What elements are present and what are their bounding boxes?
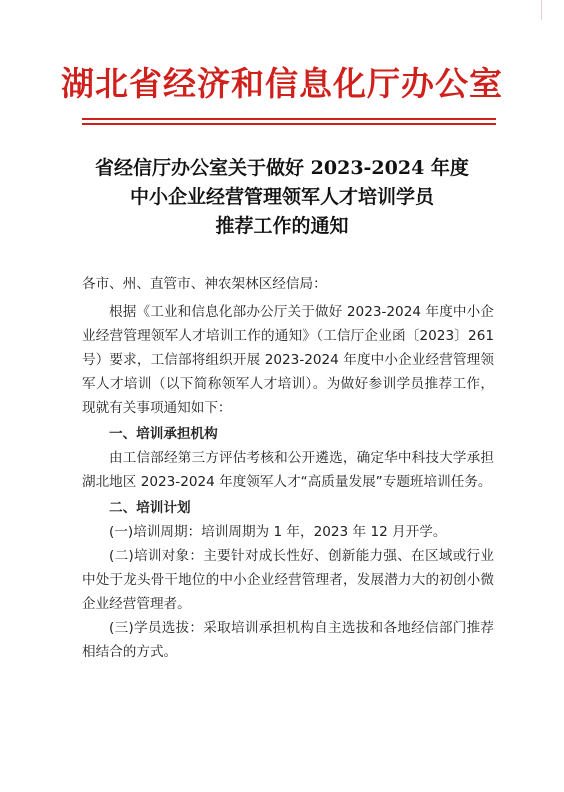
salutation: 各市、州、直管市、神农架林区经信局： xyxy=(82,276,327,292)
title-line-1: 省经信厅办公室关于做好 2023-2024 年度 xyxy=(95,157,469,179)
page-edge-mark xyxy=(541,0,560,20)
section-2-item-3: (三)学员选拔：采取培训承担机构自主选拔和各地经信部门推荐相结合的方式。 xyxy=(82,620,494,660)
section-1-heading: 一、培训承担机构 xyxy=(109,426,218,442)
letterhead-rule-bottom xyxy=(82,123,496,125)
title-line-3: 推荐工作的通知 xyxy=(215,215,349,237)
document-title xyxy=(0,154,564,241)
intro-paragraph: 根据《工业和信息化部办公厅关于做好 2023-2024 年度中小企业经营管理领军人才培训工作的通知》（工信厅企业函〔2023〕261 号）要求，工信部将组织开展 2023-2024 年度中小企业经营管理领军人才培训（以下简称领军人才培训）。为做好参训学员推荐工作，现就有关事项通知如下： xyxy=(82,304,494,416)
letterhead: 湖北省经济和信息化厅办公室 xyxy=(61,64,503,103)
document-body xyxy=(82,272,494,664)
letterhead-rule-top xyxy=(82,118,496,120)
section-2-item-2: (二)培训对象：主要针对成长性好、创新能力强、在区域或行业中处于龙头骨干地位的中小企业经营管理者，发展潜力大的初创小微企业经营管理者。 xyxy=(82,548,494,612)
title-line-2: 中小企业经营管理领军人才培训学员 xyxy=(129,186,434,208)
section-1-text: 由工信部经第三方评估考核和公开遴选，确定华中科技大学承担湖北地区 2023-2024 年度领军人才“高质量发展”专题班培训任务。 xyxy=(82,450,494,490)
section-2-item-1: (一)培训周期：培训周期为 1 年，2023 年 12 月开学。 xyxy=(109,524,447,540)
section-2-heading: 二、培训计划 xyxy=(109,500,191,516)
